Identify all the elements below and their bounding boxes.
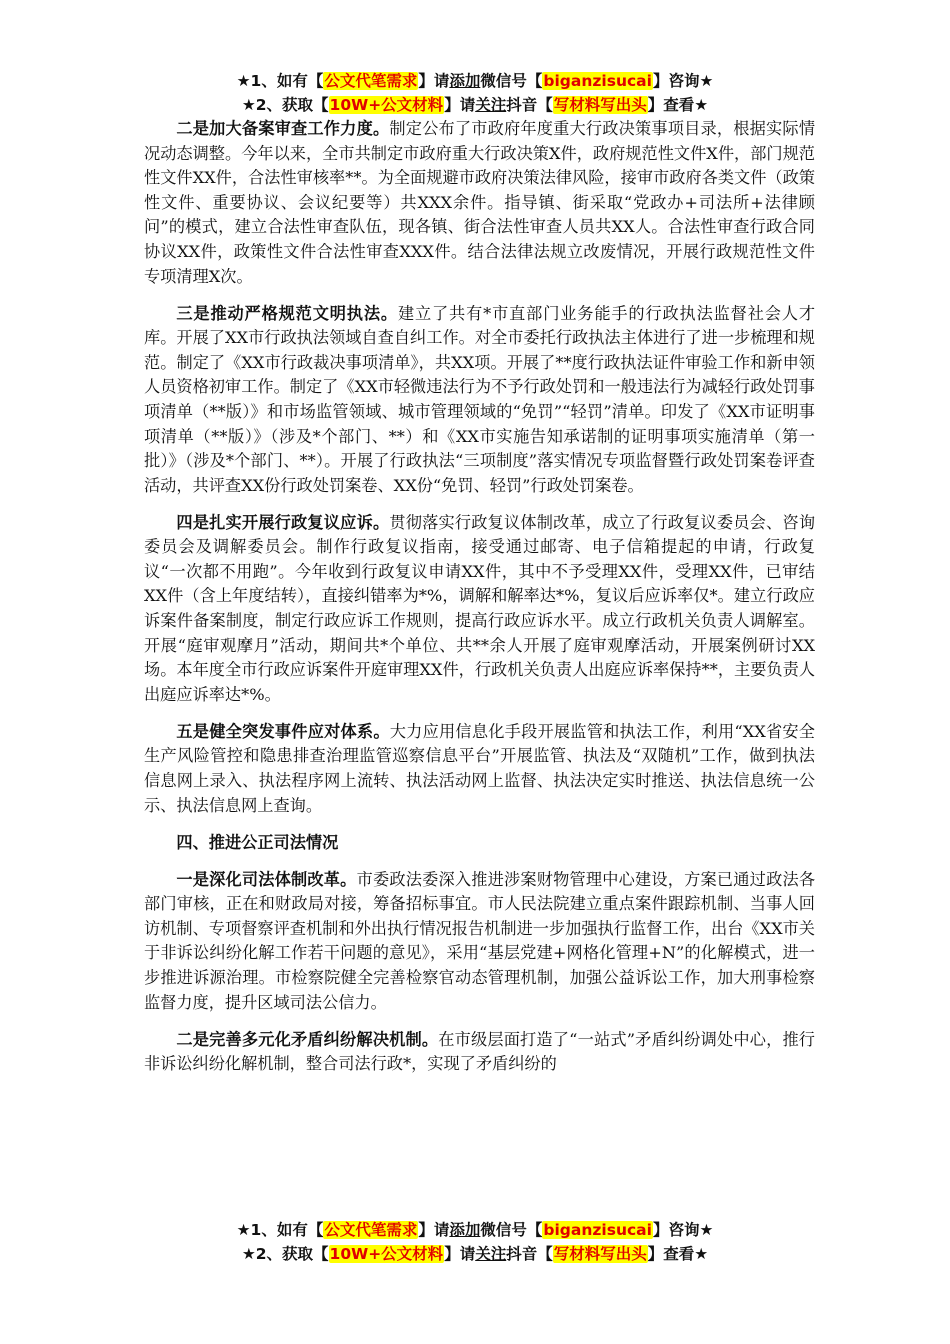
document-body <box>144 117 815 1089</box>
header-banner-line-2: ★2、获取【10W+公文材料】请关注抖音【写材料写出头】查看★ <box>241 96 709 114</box>
footer-banner-line-2: ★2、获取【10W+公文材料】请关注抖音【写材料写出头】查看★ <box>241 1245 709 1263</box>
paragraph-judicial-reform: 一是深化司法体制改革。市委政法委深入推进涉案财物管理中心建设，方案已通过政法各部门审核，正在和财政局对接，筹备招标事宜。市人民法院建立重点案件跟踪机制、当事人回访机制、专项督察评查机制和外出执行情况报告机制进一步加强执行监督工作，出台《XX市关于非诉讼纠纷化解工作若干问题的意见》，采用“基层党建+网格化管理+N”的化解模式，进一步推进诉源治理。市检察院健全完善检察官动态管理机制，加强公益诉讼工作，加大刑事检察监督力度，提升区域司法公信力。 <box>144 869 816 1012</box>
paragraph-administrative-review: 四是扎实开展行政复议应诉。贯彻落实行政复议体制改革，成立了行政复议委员会、咨询委员会及调解委员会。制作行政复议指南，接受通过邮寄、电子信箱提起的申请，行政复议“一次都不用跑”。今年收到行政复议申请XX件，其中不予受理XX件，受理XX件，已审结XX件（含上年度结转），直接纠错率为*%，调解和解率达*%，复议后应诉率仅*。建立行政应诉案件备案制度，制定行政应诉工作规则，提高行政应诉水平。成立行政机关负责人调解室。开展“庭审观摩月”活动，期间共*个单位、共**余人开展了庭审观摩活动，开展案例研讨XX场。本年度全市行政应诉案件开庭审理XX件，行政机关负责人出庭应诉率保持**，主要负责人出庭应诉率达*%。 <box>144 512 816 704</box>
highlight-service: 公文代笔需求 <box>324 1221 418 1239</box>
header-banner-line-1: ★1、如有【公文代笔需求】请添加微信号【biganzisucai】咨询★ <box>236 72 714 90</box>
highlight-materials: 10W+公文材料 <box>329 1245 444 1263</box>
paragraph-emergency-response: 五是健全突发事件应对体系。大力应用信息化手段开展监管和执法工作，利用“XX省安全生产风险管控和隐患排查治理监管巡察信息平台”开展监管、执法及“双随机”工作，做到执法信息网上录入、执法程序网上流转、执法活动网上监督、执法决定实时推送、执法信息统一公示、执法信息网上查询。 <box>144 721 815 815</box>
highlight-materials: 10W+公文材料 <box>329 96 444 114</box>
highlight-douyin: 写材料写出头 <box>553 96 647 114</box>
highlight-wechat-id: biganzisucai <box>543 72 652 90</box>
paragraph-law-enforcement: 三是推动严格规范文明执法。建立了共有*市直部门业务能手的行政执法监督社会人才库。开展了XX市行政执法领域自查自纠工作。对全市委托行政执法主体进行了进一步梳理和规范。制定了《XX市行政裁决事项清单》，共XX项。开展了**度行政执法证件审验工作和新申领人员资格初审工作。制定了《XX市轻微违法行为不予行政处罚和一般违法行为减轻行政处罚事项清单（**版）》和市场监管领域、城市管理领域的“免罚”“轻罚”清单。印发了《XX市证明事项清单（**版）》（涉及*个部门、**）和《XX市实施告知承诺制的证明事项实施清单（第一批）》（涉及*个部门、**）。开展了行政执法“三项制度”落实情况专项监督暨行政处罚案卷评查活动，共评查XX份行政处罚案卷、XX份“免罚、轻罚”行政处罚案卷。 <box>144 303 816 495</box>
paragraph-filing-review: 二是加大备案审查工作力度。制定公布了市政府年度重大行政决策事项目录，根据实际情况动态调整。今年以来，全市共制定市政府重大行政决策X件，政府规范性文件X件，部门规范性文件XX件，合法性审核率**。为全面规避市政府决策法律风险，接审市政府各类文件（政策性文件、重要协议、会议纪要等）共XXX余件。指导镇、街采取“党政办+司法所+法律顾问”的模式，建立合法性审查队伍，现各镇、街合法性审查人员共XX人。合法性审查行政合同协议XX件，政策性文件合法性审查XXX件。结合法律法规立改废情况，开展行政规范性文件专项清理X次。 <box>144 119 816 286</box>
footer-banner-line-1: ★1、如有【公文代笔需求】请添加微信号【biganzisucai】咨询★ <box>236 1221 714 1239</box>
highlight-wechat-id: biganzisucai <box>543 1221 652 1239</box>
highlight-douyin: 写材料写出头 <box>553 1245 647 1263</box>
highlight-service: 公文代笔需求 <box>324 72 418 90</box>
paragraph-dispute-resolution: 二是完善多元化矛盾纠纷解决机制。在市级层面打造了“一站式”矛盾纠纷调处中心，推行非诉讼纠纷化解机制，整合司法行政*，实现了矛盾纠纷的 <box>144 1029 815 1074</box>
section-heading: 四、推进公正司法情况 <box>176 832 339 852</box>
